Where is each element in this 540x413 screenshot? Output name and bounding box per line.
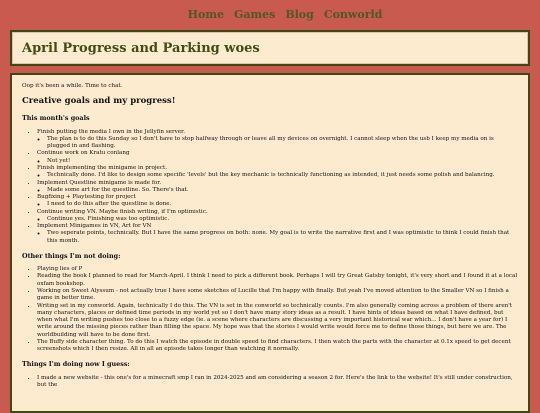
title-box [10, 30, 530, 66]
other-things-heading: Other things I'm not doing: [22, 251, 121, 260]
list-item: ◦ The plan is to do this Sunday so I don't have to stop halfway through or leave all my devices on overnight. I cannot sleep when the usb I keep my media on is plugged in and flashing. [47, 136, 518, 151]
nav-conworld-link[interactable]: Conworld [323, 7, 383, 21]
goals-list [29, 129, 518, 245]
post-heading: Creative goals and my progress! [22, 96, 176, 107]
list-item: • I made a new website - this one's for a minecraft smp I ran in 2024-2025 and am considering a season 2 for. Here's the link to the website! It's still under construction, but the [37, 375, 518, 390]
list-item: • Continue work on Kratu conlang ◦ Not yet! [37, 150, 518, 165]
top-nav [0, 0, 540, 28]
nav-blog-link[interactable]: Blog [285, 7, 314, 21]
list-item: • Working on Sweet Alyssum - not actually true I have some sketches of Lucille that I'm happy with finally. But yeah I've moved attention to the Smaller VN so I finish a game in better time. [37, 288, 518, 303]
nav-games-link[interactable]: Games [233, 7, 276, 21]
list-item: • Writing set in my conworld. Again, technically I do this. The VN is set in the conworld so technically counts. I'm also generally coming across a problem of there aren't many characters, places or defined time periods in my world yet so I don't have many story ideas as a result. I have hints of ideas based on what I have defined, but when what I'm writing pushes too close to a fuzzy edge (ie. a scene where characters are discussing a very important historical war which... I don't have a year for) I write around the missing pieces rather than filling the space. My hope was that the stories I would write would force me to define those things, but here we are. The worldbuilding will have to be done first. [37, 303, 518, 339]
list-item: ◦ I need to do this after the questline is done. [47, 201, 518, 208]
month-goals-heading: This month's goals [22, 114, 90, 123]
nav-home-link[interactable]: Home [187, 7, 224, 21]
post-content [10, 73, 530, 413]
list-item: ◦ Not yet! [47, 158, 518, 165]
list-item: • Playing lies of P [37, 266, 518, 273]
other-things-list [29, 266, 518, 353]
intro-text: Oop it's been a while. Time to chat. [22, 83, 123, 89]
list-item: ◦ Two seperate points, technically. But I have the same progress on both: none. My goal is to write the narrative first and I was optimistic to think I could finish that this month. [47, 230, 518, 245]
doing-now-list [29, 375, 518, 390]
list-item: • Finish putting the media I own in the Jellyfin server. ◦ The plan is to do this Sunday so I don't have to stop halfway through or leave all my devices on overnight. I cannot sleep when the usb I keep my media on is plugged in and flashing. [37, 129, 518, 151]
list-item: • The Buffy side character thing. To do this I watch the episode in double speed to find characters. I then watch the parts with the character at 0.1x speed to get decent screenshots which I then resize. All in all an episode takes longer than watching it normally. [37, 339, 518, 354]
list-item: ◦ Technically done. I'd like to design some specific 'levels' but the key mechanic is technically functioning as intended, it just needs some polish and balancing. [47, 172, 518, 179]
list-item: • Bugfixing + Playtesting for project ◦ I need to do this after the questline is done. [37, 194, 518, 209]
list-item: • Implement Minigames in VN, Art for VN ◦ Two seperate points, technically. But I have the same progress on both: none. My goal is to write the narrative first and I was optimistic to think I could finish that this month. [37, 223, 518, 245]
list-item: • Implement Questline minigame is made for. ◦ Made some art for the questline. So. There's that. [37, 180, 518, 195]
doing-now-heading: Things I'm doing now I guess: [22, 360, 130, 369]
list-item: • Reading the book I planned to read for March-April. I think I need to pick a different book. Perhaps I will try Great Gatsby tonight, it's very short and I found it at a local oxfam bookshop. [37, 273, 518, 288]
page-title: April Progress and Parking woes [22, 40, 260, 56]
list-item: • Finish implementing the minigame in project. ◦ Technically done. I'd like to design some specific 'levels' but the key mechanic is technically functioning as intended, it just needs some polish and balancing. [37, 165, 518, 180]
list-item: ◦ Continue yes. Finishing was too optimistic. [47, 216, 518, 223]
list-item: • Continue writing VN. Maybe finish writing, if I'm optimistic. ◦ Continue yes. Finishing was too optimistic. [37, 209, 518, 224]
list-item: ◦ Made some art for the questline. So. There's that. [47, 187, 518, 194]
